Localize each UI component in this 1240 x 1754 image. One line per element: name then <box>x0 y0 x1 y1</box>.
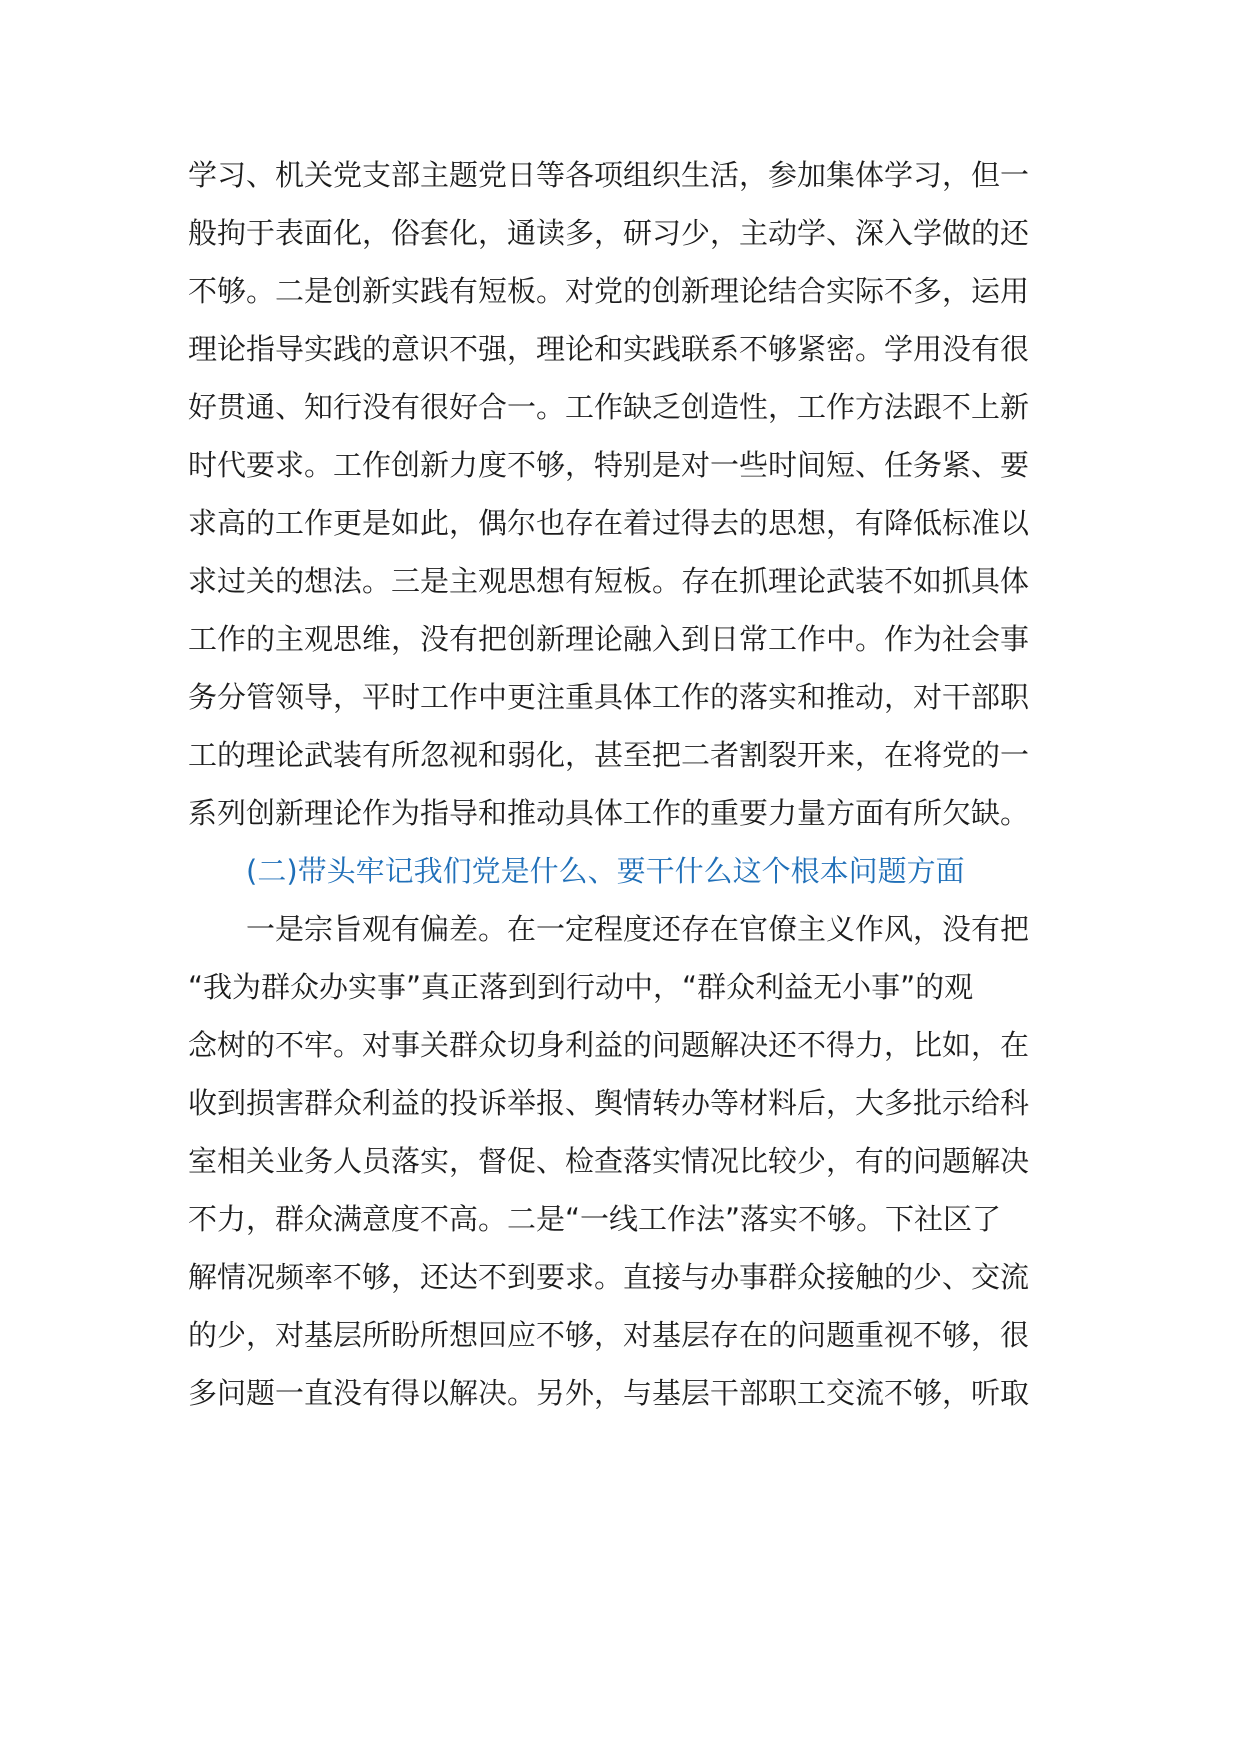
body-text-line: 念树的不牢。对事关群众切身利益的问题解决还不得力，比如，在 <box>188 1028 1030 1062</box>
body-text-line: 求过关的想法。三是主观思想有短板。存在抓理论武装不如抓具体 <box>188 564 1030 598</box>
body-text-line: 好贯通、知行没有很好合一。工作缺乏创造性，工作方法跟不上新 <box>188 390 1030 424</box>
body-text-line: 收到损害群众利益的投诉举报、舆情转办等材料后，大多批示给科 <box>188 1086 1030 1120</box>
body-text-line: 解情况频率不够，还达不到要求。直接与办事群众接触的少、交流 <box>188 1260 1030 1294</box>
body-text-line: 不力，群众满意度不高。二是“一线工作法”落实不够。下社区了 <box>188 1202 1002 1236</box>
body-text-line: 务分管领导，平时工作中更注重具体工作的落实和推动，对干部职 <box>188 680 1030 714</box>
body-text-line: 学习、机关党支部主题党日等各项组织生活，参加集体学习，但一 <box>188 158 1030 192</box>
body-text-line: 求高的工作更是如此，偶尔也存在着过得去的思想，有降低标准以 <box>188 506 1030 540</box>
body-text-line: 理论指导实践的意识不强，理论和实践联系不够紧密。学用没有很 <box>188 332 1030 366</box>
body-text-line: 工作的主观思维，没有把创新理论融入到日常工作中。作为社会事 <box>188 622 1030 656</box>
body-text-line: 系列创新理论作为指导和推动具体工作的重要力量方面有所欠缺。 <box>188 796 1030 830</box>
body-text-line: 时代要求。工作创新力度不够，特别是对一些时间短、任务紧、要 <box>188 448 1030 482</box>
body-text-line: 不够。二是创新实践有短板。对党的创新理论结合实际不多，运用 <box>188 274 1030 308</box>
body-text-line: “我为群众办实事”真正落到到行动中，“群众利益无小事”的观 <box>188 970 974 1004</box>
body-text-line: 室相关业务人员落实，督促、检查落实情况比较少，有的问题解决 <box>188 1144 1030 1178</box>
body-text-line: 的少，对基层所盼所想回应不够，对基层存在的问题重视不够，很 <box>188 1318 1030 1352</box>
body-text-line: 工的理论武装有所忽视和弱化，甚至把二者割裂开来，在将党的一 <box>188 738 1030 772</box>
body-text-line: 般拘于表面化，俗套化，通读多，研习少，主动学、深入学做的还 <box>188 216 1030 250</box>
body-text-line: 一是宗旨观有偏差。在一定程度还存在官僚主义作风，没有把 <box>246 912 1030 946</box>
body-text-line: 多问题一直没有得以解决。另外，与基层干部职工交流不够，听取 <box>188 1376 1030 1410</box>
section-heading: (二)带头牢记我们党是什么、要干什么这个根本问题方面 <box>246 854 965 888</box>
